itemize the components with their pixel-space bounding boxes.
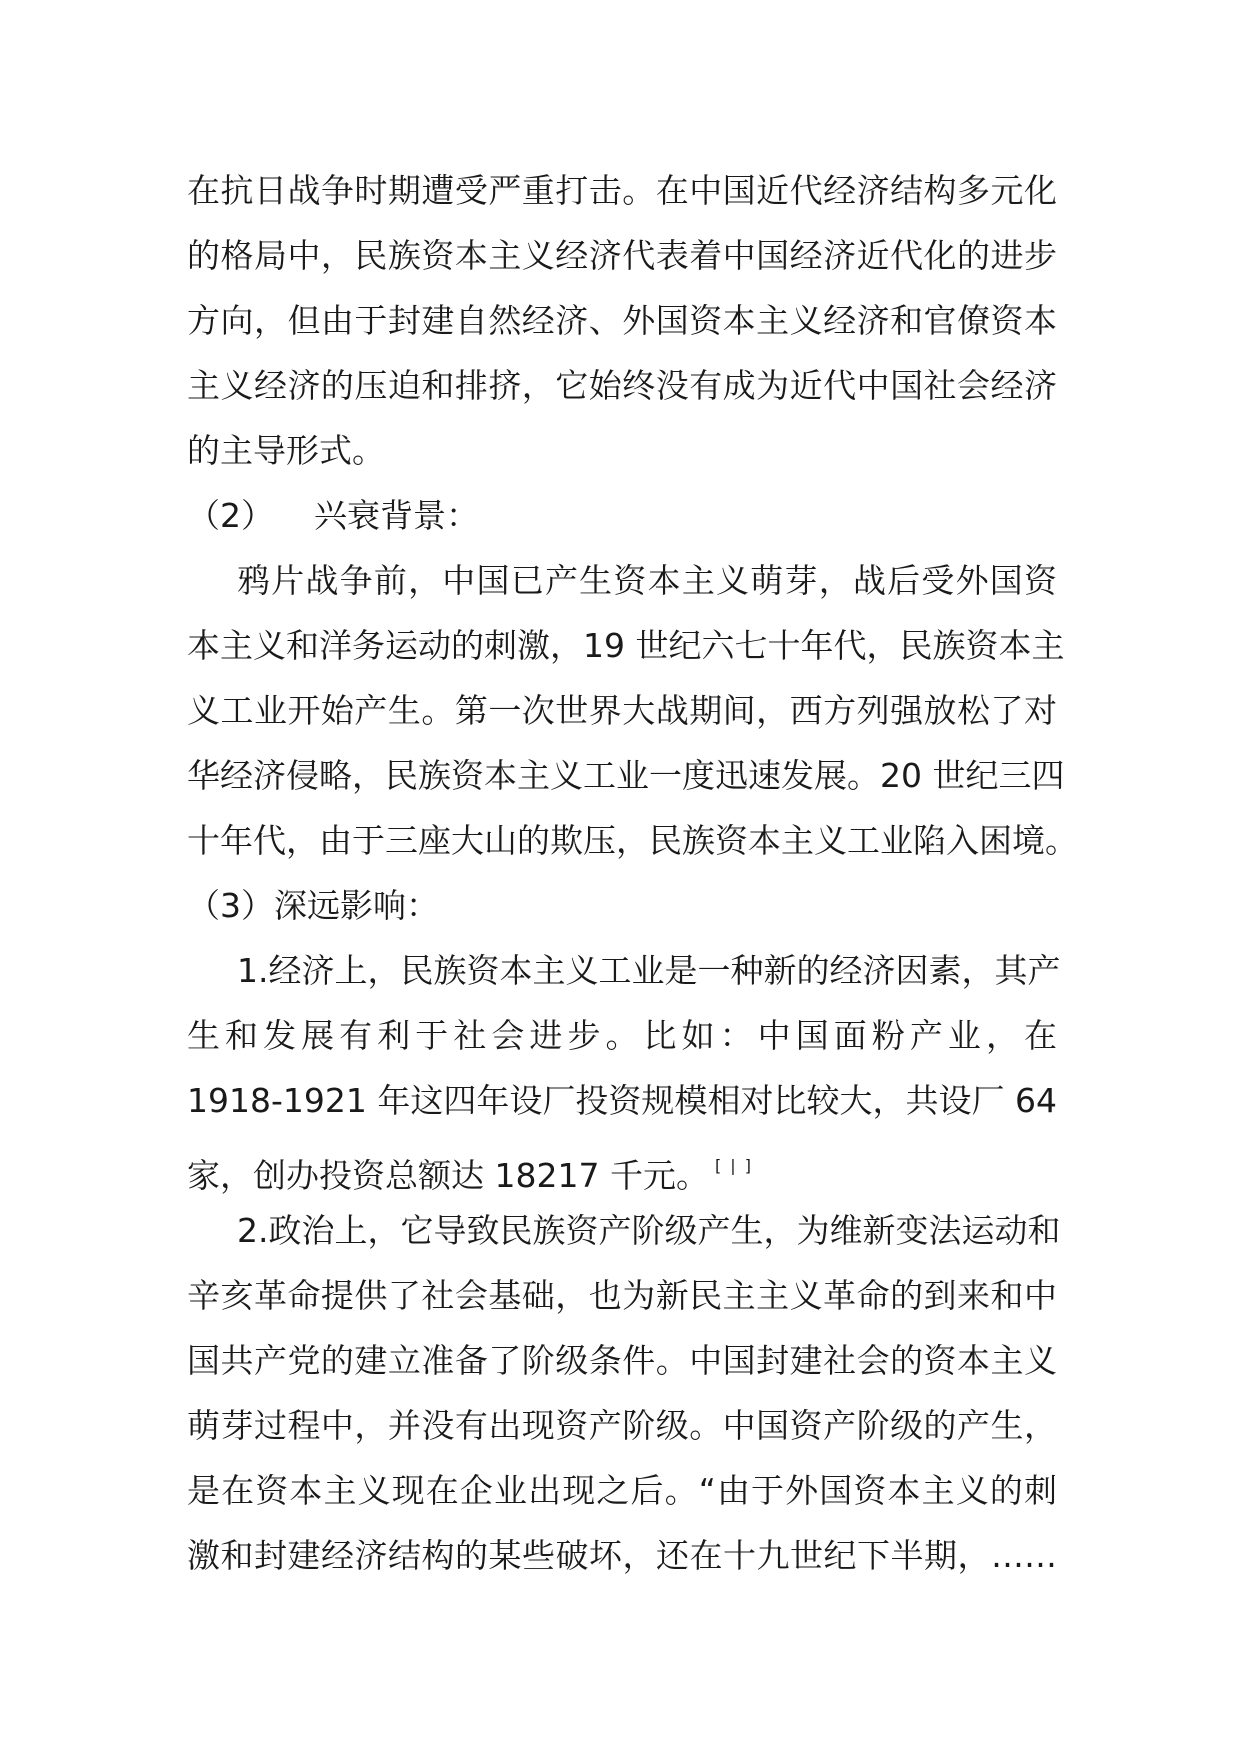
text-line: 萌芽过程中，并没有出现资产阶级。中国资产阶级的产生， (187, 1406, 1057, 1445)
text-line: 华经济侵略，民族资本主义工业一度迅速发展。20 世纪三四 (187, 756, 1065, 795)
text-line: 义工业开始产生。第一次世界大战期间，西方列强放松了对 (187, 691, 1057, 730)
text-line: 本主义和洋务运动的刺激，19 世纪六七十年代，民族资本主 (187, 626, 1065, 665)
text-line: 方向，但由于封建自然经济、外国资本主义经济和官僚资本 (187, 301, 1057, 340)
section-title: 兴衰背景： (314, 496, 479, 535)
paragraph-political-impact (187, 1198, 1061, 1588)
text-line: 的主导形式。 (187, 431, 385, 470)
text-line: 国共产党的建立准备了阶级条件。中国封建社会的资本主义 (187, 1341, 1057, 1380)
text-line: 激和封建经济结构的某些破坏，还在十九世纪下半期，…… (187, 1536, 1057, 1575)
text-line: 的格局中，民族资本主义经济代表着中国经济近代化的进步 (187, 236, 1057, 275)
text-line: 是在资本主义现在企业出现之后。“由于外国资本主义的刺 (187, 1471, 1057, 1510)
section-number: （2） (187, 496, 274, 535)
text-line: 生和发展有利于社会进步。比如：中国面粉产业，在 (187, 1016, 1057, 1055)
citation-mark[interactable]: [ | ] (714, 1156, 754, 1175)
section-heading-rise-and-fall (187, 483, 1057, 548)
paragraph-economic-structure (187, 158, 1057, 483)
text-line: 2.政治上，它导致民族资产阶级产生，为维新变法运动和 (237, 1211, 1061, 1250)
text-line: 1918-1921 年这四年设厂投资规模相对比较大，共设厂 64 (187, 1081, 1057, 1120)
paragraph-background (187, 548, 1078, 873)
text-line: 主义经济的压迫和排挤，它始终没有成为近代中国社会经济 (187, 366, 1057, 405)
text-line (187, 1133, 1057, 1198)
text-line: 十年代，由于三座大山的欺压，民族资本主义工业陷入困境。 (187, 821, 1078, 860)
paragraph-economic-impact (187, 938, 1061, 1198)
text-line: 辛亥革命提供了社会基础，也为新民主主义革命的到来和中 (187, 1276, 1057, 1315)
text-line-content: 家，创办投资总额达 18217 千元。 (187, 1156, 709, 1195)
text-line: 鸦片战争前，中国已产生资本主义萌芽，战后受外国资 (237, 561, 1057, 600)
text-line: 1.经济上，民族资本主义工业是一种新的经济因素，其产 (237, 951, 1061, 990)
section-heading-influence: （3）深远影响： (187, 886, 439, 925)
text-line: 在抗日战争时期遭受严重打击。在中国近代经济结构多元化 (187, 171, 1057, 210)
body-text (187, 158, 1078, 1588)
